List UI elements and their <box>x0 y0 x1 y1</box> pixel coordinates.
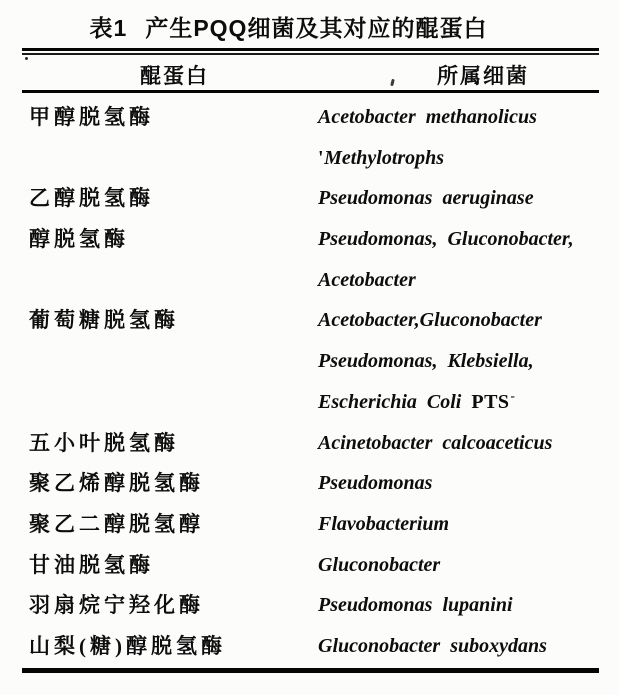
table-body <box>0 97 619 667</box>
scan-apostrophe-mark: ' <box>318 146 325 169</box>
bacteria-cell <box>318 178 619 219</box>
bacteria-line <box>318 300 619 341</box>
enzyme-name: 醇脱氢酶 <box>29 227 129 252</box>
bacteria-species-italic: Acinetobacter calcoaceticus <box>318 431 553 454</box>
bacteria-line <box>318 504 619 545</box>
bacteria-cell <box>318 463 619 504</box>
table-row <box>0 300 619 422</box>
bacteria-line <box>318 97 619 138</box>
scan-speck-comma <box>390 79 395 87</box>
bacteria-text-upright: PTS <box>471 390 510 413</box>
top-rule-thin <box>22 53 599 55</box>
bacteria-line <box>318 423 619 464</box>
bacteria-species-italic: Gluconobacter suboxydans <box>318 635 547 658</box>
bacteria-line <box>318 178 619 219</box>
bacteria-species-italic: Pseudomonas aeruginase <box>318 187 534 210</box>
table-row <box>0 463 619 504</box>
enzyme-name: 甲醇脱氢酶 <box>29 105 154 129</box>
bacteria-line <box>318 341 619 382</box>
table-row <box>0 504 619 545</box>
enzyme-name: 甘油脱氢酶 <box>29 552 154 577</box>
bacteria-line <box>318 545 619 586</box>
bacteria-species-italic: Flavobacterium <box>318 512 450 535</box>
enzyme-name: 聚乙烯醇脱氢酶 <box>29 471 204 496</box>
bacteria-cell <box>318 585 619 626</box>
table-title <box>0 10 619 43</box>
superscript-minus: - <box>510 387 515 403</box>
bacteria-species-italic: Escherichia Coli <box>318 390 472 413</box>
enzyme-name: 山梨(糖)醇脱氢酶 <box>29 634 226 659</box>
bacteria-species-italic: Pseudomonas, Gluconobacter, <box>318 228 574 251</box>
enzyme-name: 聚乙二醇脱氢醇 <box>29 511 204 536</box>
column-header-quinoprotein: 醌蛋白 <box>140 64 209 88</box>
bacteria-cell <box>318 545 619 586</box>
bacteria-line <box>318 138 619 179</box>
bacteria-species-italic: Acetobacter,Gluconobacter <box>318 309 542 332</box>
bacteria-cell <box>318 97 619 178</box>
table-row <box>0 219 619 300</box>
table-title-text: 产生PQQ细菌及其对应的醌蛋白 <box>145 15 488 41</box>
bacteria-line <box>318 463 619 504</box>
bacteria-cell <box>318 300 619 422</box>
bacteria-species-italic: Pseudomonas <box>318 472 433 495</box>
bacteria-species-italic: Methylotrophs <box>324 146 445 169</box>
bacteria-species-italic: Pseudomonas, Klebsiella, <box>318 350 534 373</box>
bottom-rule <box>22 668 599 673</box>
bacteria-line <box>318 585 619 626</box>
bacteria-line <box>318 260 619 301</box>
bacteria-cell <box>318 423 619 464</box>
bacteria-line <box>318 626 619 667</box>
bacteria-species-italic: Pseudomonas lupanini <box>318 594 513 617</box>
bacteria-line <box>318 382 619 423</box>
enzyme-name: 五小叶脱氢酶 <box>29 430 179 455</box>
enzyme-name: 葡萄糖脱氢酶 <box>29 308 179 333</box>
column-header-bacteria: 所属细菌 <box>437 64 529 88</box>
enzyme-name: 乙醇脱氢酶 <box>29 186 154 211</box>
table-row <box>0 585 619 626</box>
table-number: 表1 <box>89 15 128 41</box>
top-rule-thick <box>22 48 599 51</box>
table-row <box>0 97 619 178</box>
bacteria-species-italic: Gluconobacter <box>318 553 441 576</box>
table-row <box>0 626 619 667</box>
bacteria-line <box>318 219 619 260</box>
bacteria-species-italic: Acetobacter <box>318 268 416 291</box>
enzyme-name: 羽扇烷宁羟化酶 <box>29 593 204 618</box>
header-rule <box>22 90 599 93</box>
table-row <box>0 178 619 219</box>
table-row <box>0 545 619 586</box>
bacteria-species-italic: Acetobacter methanolicus <box>318 106 537 128</box>
bacteria-cell <box>318 626 619 667</box>
table-row <box>0 423 619 464</box>
scan-speck-dot <box>25 57 28 60</box>
bacteria-cell <box>318 504 619 545</box>
bacteria-cell <box>318 219 619 300</box>
